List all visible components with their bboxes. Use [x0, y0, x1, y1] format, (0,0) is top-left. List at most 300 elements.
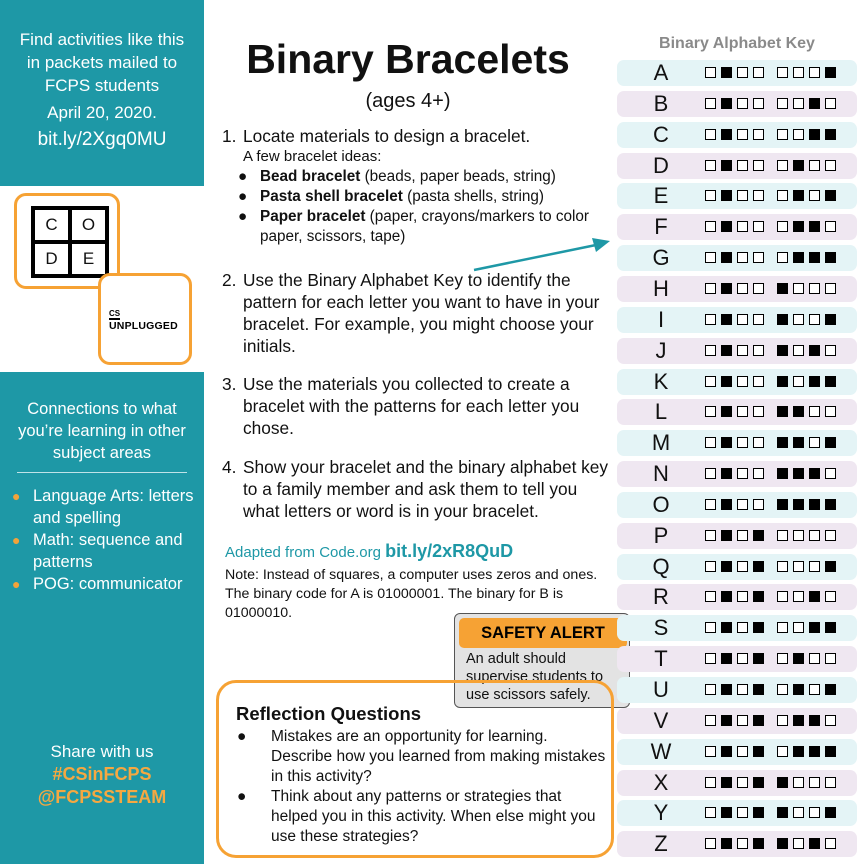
idea-materials: (pasta shells, string): [402, 188, 544, 205]
empty-square-icon: [705, 221, 716, 232]
step-number: 1.: [222, 126, 237, 146]
filled-square-icon: [721, 376, 732, 387]
filled-square-icon: [721, 345, 732, 356]
filled-square-icon: [721, 499, 732, 510]
filled-square-icon: [793, 746, 804, 757]
filled-square-icon: [793, 406, 804, 417]
empty-square-icon: [705, 561, 716, 572]
key-letter: C: [653, 121, 669, 147]
filled-square-icon: [793, 715, 804, 726]
empty-square-icon: [753, 98, 764, 109]
empty-square-icon: [809, 777, 820, 788]
key-row-l: [617, 399, 857, 425]
key-letter: W: [650, 738, 672, 764]
filled-square-icon: [721, 190, 732, 201]
empty-square-icon: [705, 777, 716, 788]
empty-square-icon: [825, 345, 836, 356]
filled-square-icon: [809, 468, 820, 479]
empty-square-icon: [777, 530, 788, 541]
code-org-link[interactable]: bit.ly/2xR8QuD: [385, 541, 514, 561]
empty-square-icon: [737, 777, 748, 788]
empty-square-icon: [777, 561, 788, 572]
key-row-k: [617, 369, 857, 395]
idea-name: Paper bracelet: [260, 208, 366, 225]
empty-square-icon: [793, 345, 804, 356]
filled-square-icon: [777, 807, 788, 818]
step-subtext: A few bracelet ideas:: [243, 148, 382, 165]
empty-square-icon: [809, 561, 820, 572]
empty-square-icon: [737, 129, 748, 140]
empty-square-icon: [793, 777, 804, 788]
empty-square-icon: [705, 622, 716, 633]
empty-square-icon: [793, 807, 804, 818]
filled-square-icon: [777, 468, 788, 479]
key-row-m: [617, 430, 857, 456]
key-letter: K: [653, 368, 669, 394]
connection-text: Language Arts: letters and spelling: [33, 487, 194, 527]
empty-square-icon: [793, 67, 804, 78]
step-number: 2.: [222, 270, 237, 290]
connection-item: [12, 485, 204, 529]
empty-square-icon: [777, 653, 788, 664]
empty-square-icon: [753, 345, 764, 356]
empty-square-icon: [705, 190, 716, 201]
key-row-w: [617, 739, 857, 765]
empty-square-icon: [777, 715, 788, 726]
bullet-icon: ●: [12, 576, 21, 592]
key-row-q: [617, 554, 857, 580]
info-line: in packets mailed to: [26, 53, 178, 72]
empty-square-icon: [705, 406, 716, 417]
info-line: FCPS students: [44, 76, 160, 95]
filled-square-icon: [721, 622, 732, 633]
key-row-t: [617, 646, 857, 672]
key-letter: U: [653, 677, 669, 702]
empty-square-icon: [705, 838, 716, 849]
empty-square-icon: [737, 376, 748, 387]
filled-square-icon: [793, 468, 804, 479]
empty-square-icon: [809, 684, 820, 695]
empty-square-icon: [737, 314, 748, 325]
empty-square-icon: [777, 221, 788, 232]
filled-square-icon: [825, 314, 836, 325]
code-logo-letter: D: [45, 249, 58, 268]
empty-square-icon: [737, 345, 748, 356]
empty-square-icon: [777, 684, 788, 695]
divider: [17, 472, 187, 473]
filled-square-icon: [825, 129, 836, 140]
filled-square-icon: [825, 67, 836, 78]
key-row-c: [617, 122, 857, 148]
empty-square-icon: [809, 530, 820, 541]
filled-square-icon: [721, 314, 732, 325]
bullet-icon: ●: [238, 188, 248, 205]
filled-square-icon: [721, 160, 732, 171]
filled-square-icon: [825, 252, 836, 263]
empty-square-icon: [737, 684, 748, 695]
bullet-icon: ●: [238, 168, 248, 185]
empty-square-icon: [737, 190, 748, 201]
empty-square-icon: [809, 314, 820, 325]
step-3: [222, 373, 614, 439]
key-title: Binary Alphabet Key: [659, 35, 815, 52]
empty-square-icon: [737, 530, 748, 541]
filled-square-icon: [777, 314, 788, 325]
pointer-arrow-icon: [470, 238, 612, 274]
filled-square-icon: [777, 499, 788, 510]
empty-square-icon: [705, 283, 716, 294]
empty-square-icon: [737, 67, 748, 78]
share-text: Share with us: [50, 742, 154, 761]
empty-square-icon: [737, 160, 748, 171]
empty-square-icon: [705, 499, 716, 510]
empty-square-icon: [809, 807, 820, 818]
empty-square-icon: [705, 67, 716, 78]
filled-square-icon: [825, 376, 836, 387]
empty-square-icon: [825, 160, 836, 171]
safety-alert-title: SAFETY ALERT: [459, 618, 627, 648]
empty-square-icon: [737, 499, 748, 510]
safety-alert-body: An adult should supervise students to use scissors safely.: [466, 651, 604, 703]
filled-square-icon: [753, 746, 764, 757]
filled-square-icon: [809, 499, 820, 510]
filled-square-icon: [753, 807, 764, 818]
filled-square-icon: [777, 777, 788, 788]
binary-note: Note: Instead of squares, a computer uses zeros and ones. The binary code for A is 01000001. The binary for B is 01000010.: [225, 567, 598, 621]
empty-square-icon: [705, 715, 716, 726]
empty-square-icon: [777, 98, 788, 109]
empty-square-icon: [753, 283, 764, 294]
idea-materials: (paper, crayons/markers to color paper, scissors, tape): [260, 208, 590, 245]
empty-square-icon: [777, 252, 788, 263]
page-title: Binary Bracelets: [246, 36, 570, 82]
empty-square-icon: [737, 468, 748, 479]
filled-square-icon: [809, 715, 820, 726]
empty-square-icon: [737, 838, 748, 849]
empty-square-icon: [705, 376, 716, 387]
empty-square-icon: [793, 129, 804, 140]
filled-square-icon: [825, 561, 836, 572]
reflection-item: [237, 787, 607, 847]
key-row-a: [617, 60, 857, 86]
filled-square-icon: [809, 838, 820, 849]
empty-square-icon: [705, 98, 716, 109]
empty-square-icon: [737, 406, 748, 417]
step-number: 4.: [222, 457, 237, 477]
code-logo-cell: [72, 244, 105, 274]
empty-square-icon: [777, 190, 788, 201]
key-row-o: [617, 492, 857, 518]
empty-square-icon: [793, 622, 804, 633]
filled-square-icon: [721, 67, 732, 78]
cs-logo-cs: CS: [109, 309, 121, 318]
key-letter: S: [653, 615, 669, 641]
empty-square-icon: [705, 653, 716, 664]
cs-logo-unplugged: UNPLUGGED: [109, 320, 178, 332]
empty-square-icon: [753, 67, 764, 78]
filled-square-icon: [721, 437, 732, 448]
filled-square-icon: [793, 252, 804, 263]
filled-square-icon: [721, 129, 732, 140]
step-text: Show your bracelet and the binary alphabet key to a family member and ask them to tell you what letters or word is in your bracelet.: [243, 457, 609, 521]
info-line: Find activities like this: [19, 30, 185, 49]
key-row-z: [617, 831, 857, 857]
key-row-h: [617, 276, 857, 302]
info-date: April 20, 2020.: [47, 103, 157, 122]
filled-square-icon: [721, 777, 732, 788]
filled-square-icon: [825, 622, 836, 633]
empty-square-icon: [825, 777, 836, 788]
filled-square-icon: [777, 406, 788, 417]
code-logo-cell: [35, 244, 68, 274]
filled-square-icon: [753, 622, 764, 633]
idea-name: Pasta shell bracelet: [260, 188, 403, 205]
key-row-x: [617, 770, 857, 796]
connection-text: POG: communicator: [33, 575, 183, 593]
filled-square-icon: [721, 98, 732, 109]
reflection-item: [237, 727, 607, 787]
key-letter: R: [653, 584, 669, 610]
filled-square-icon: [753, 561, 764, 572]
empty-square-icon: [737, 715, 748, 726]
filled-square-icon: [793, 437, 804, 448]
bullet-icon: ●: [12, 532, 21, 548]
empty-square-icon: [777, 622, 788, 633]
empty-square-icon: [705, 314, 716, 325]
key-letter: I: [657, 306, 665, 332]
filled-square-icon: [721, 561, 732, 572]
filled-square-icon: [825, 746, 836, 757]
idea-item: [238, 187, 614, 207]
key-letter: P: [653, 522, 669, 548]
empty-square-icon: [793, 314, 804, 325]
code-logo-letter: O: [81, 215, 96, 234]
hashtag[interactable]: #CSinFCPS: [52, 764, 152, 784]
empty-square-icon: [737, 437, 748, 448]
key-letter: Y: [653, 800, 669, 826]
key-letter: L: [654, 399, 668, 425]
empty-square-icon: [753, 129, 764, 140]
filled-square-icon: [809, 746, 820, 757]
empty-square-icon: [705, 468, 716, 479]
key-letter: N: [653, 461, 669, 487]
empty-square-icon: [777, 746, 788, 757]
step-number: 3.: [222, 374, 237, 394]
idea-name: Bead bracelet: [260, 168, 361, 185]
filled-square-icon: [721, 530, 732, 541]
filled-square-icon: [793, 684, 804, 695]
filled-square-icon: [721, 283, 732, 294]
filled-square-icon: [721, 746, 732, 757]
key-letter: X: [653, 769, 669, 795]
filled-square-icon: [777, 838, 788, 849]
empty-square-icon: [753, 437, 764, 448]
bullet-icon: ●: [237, 788, 247, 805]
empty-square-icon: [737, 221, 748, 232]
key-letter: V: [653, 707, 669, 733]
empty-square-icon: [825, 98, 836, 109]
key-letter: O: [652, 491, 670, 517]
filled-square-icon: [809, 345, 820, 356]
age-range: (ages 4+): [365, 90, 451, 112]
connection-text: Math: sequence and patterns: [33, 531, 183, 571]
bullet-icon: ●: [238, 208, 248, 225]
filled-square-icon: [809, 622, 820, 633]
share-section: [0, 740, 204, 809]
filled-square-icon: [721, 684, 732, 695]
empty-square-icon: [753, 499, 764, 510]
key-letter: T: [654, 646, 668, 672]
filled-square-icon: [825, 190, 836, 201]
empty-square-icon: [825, 406, 836, 417]
filled-square-icon: [753, 715, 764, 726]
empty-square-icon: [793, 561, 804, 572]
key-row-g: [617, 245, 857, 271]
key-row-y: [617, 800, 857, 826]
empty-square-icon: [737, 283, 748, 294]
empty-square-icon: [809, 283, 820, 294]
empty-square-icon: [737, 746, 748, 757]
filled-square-icon: [809, 252, 820, 263]
reflection-box: [216, 680, 614, 858]
empty-square-icon: [705, 345, 716, 356]
empty-square-icon: [737, 98, 748, 109]
filled-square-icon: [721, 591, 732, 602]
empty-square-icon: [705, 129, 716, 140]
connections-panel: [0, 372, 204, 864]
empty-square-icon: [753, 160, 764, 171]
empty-square-icon: [825, 221, 836, 232]
filled-square-icon: [777, 283, 788, 294]
filled-square-icon: [753, 530, 764, 541]
connection-item: [12, 529, 204, 573]
empty-square-icon: [809, 406, 820, 417]
key-row-s: [617, 615, 857, 641]
filled-square-icon: [809, 129, 820, 140]
empty-square-icon: [793, 283, 804, 294]
key-letter: D: [653, 152, 669, 178]
empty-square-icon: [705, 684, 716, 695]
empty-square-icon: [777, 591, 788, 602]
empty-square-icon: [825, 530, 836, 541]
filled-square-icon: [809, 221, 820, 232]
filled-square-icon: [809, 376, 820, 387]
empty-square-icon: [825, 653, 836, 664]
empty-square-icon: [753, 314, 764, 325]
bracelet-ideas: [222, 167, 614, 247]
empty-square-icon: [705, 591, 716, 602]
info-panel: [0, 0, 204, 186]
key-letter: B: [653, 90, 669, 116]
step-text: Use the materials you collected to create a bracelet with the patterns for each letter you chose.: [243, 374, 580, 438]
empty-square-icon: [737, 807, 748, 818]
filled-square-icon: [721, 468, 732, 479]
empty-square-icon: [809, 653, 820, 664]
filled-square-icon: [721, 221, 732, 232]
empty-square-icon: [777, 129, 788, 140]
filled-square-icon: [777, 437, 788, 448]
filled-square-icon: [825, 807, 836, 818]
empty-square-icon: [753, 406, 764, 417]
filled-square-icon: [721, 406, 732, 417]
filled-square-icon: [721, 838, 732, 849]
step-2: [222, 269, 614, 357]
empty-square-icon: [753, 468, 764, 479]
filled-square-icon: [825, 499, 836, 510]
key-letter: Z: [654, 831, 668, 857]
empty-square-icon: [737, 653, 748, 664]
key-row-v: [617, 708, 857, 734]
filled-square-icon: [753, 591, 764, 602]
code-logo-grid: [31, 206, 109, 278]
empty-square-icon: [737, 622, 748, 633]
empty-square-icon: [705, 160, 716, 171]
empty-square-icon: [705, 746, 716, 757]
empty-square-icon: [825, 468, 836, 479]
filled-square-icon: [753, 777, 764, 788]
empty-square-icon: [737, 591, 748, 602]
filled-square-icon: [753, 684, 764, 695]
bullet-icon: ●: [237, 728, 247, 745]
step-text: Locate materials to design a bracelet.: [243, 126, 531, 146]
activities-link[interactable]: bit.ly/2Xgq0MU: [37, 129, 167, 150]
filled-square-icon: [721, 807, 732, 818]
key-letter: A: [653, 60, 669, 85]
empty-square-icon: [793, 530, 804, 541]
step-1: [222, 125, 614, 247]
idea-item: [238, 167, 614, 187]
filled-square-icon: [793, 221, 804, 232]
key-row-r: [617, 584, 857, 610]
key-letter: H: [653, 275, 669, 301]
filled-square-icon: [721, 252, 732, 263]
key-letter: F: [654, 214, 668, 240]
connections-title: Connections to what you’re learning in other subject areas: [18, 400, 186, 462]
code-logo-cell: [35, 210, 68, 240]
key-letter: J: [655, 337, 667, 363]
empty-square-icon: [809, 160, 820, 171]
empty-square-icon: [705, 807, 716, 818]
connections-list: [0, 485, 204, 595]
key-letter: Q: [652, 553, 670, 579]
empty-square-icon: [737, 252, 748, 263]
filled-square-icon: [793, 499, 804, 510]
code-logo-cell: [72, 210, 105, 240]
empty-square-icon: [753, 190, 764, 201]
empty-square-icon: [705, 437, 716, 448]
attribution-text: Adapted from Code.org: [225, 544, 386, 561]
key-row-j: [617, 338, 857, 364]
attribution: [225, 541, 513, 562]
key-row-i: [617, 307, 857, 333]
key-row-p: [617, 523, 857, 549]
filled-square-icon: [825, 437, 836, 448]
empty-square-icon: [825, 838, 836, 849]
empty-square-icon: [793, 98, 804, 109]
key-row-e: [617, 183, 857, 209]
empty-square-icon: [825, 715, 836, 726]
empty-square-icon: [809, 190, 820, 201]
social-handle[interactable]: @FCPSSTEAM: [37, 787, 167, 807]
key-row-d: [617, 153, 857, 179]
empty-square-icon: [705, 252, 716, 263]
filled-square-icon: [793, 160, 804, 171]
empty-square-icon: [705, 530, 716, 541]
empty-square-icon: [777, 67, 788, 78]
empty-square-icon: [809, 437, 820, 448]
key-row-n: [617, 461, 857, 487]
cs-unplugged-logo: [98, 273, 192, 365]
